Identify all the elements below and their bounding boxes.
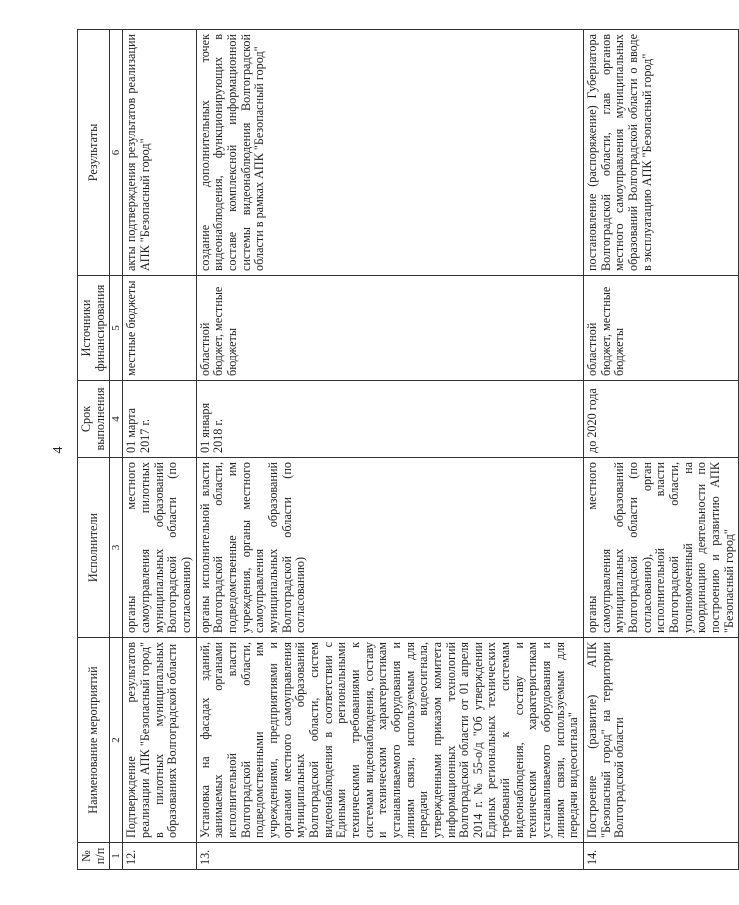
row-number: 14. — [584, 843, 739, 870]
header-funding: Источники финансирования — [78, 276, 110, 381]
column-number: 1 — [110, 843, 123, 870]
column-number: 3 — [110, 458, 123, 638]
measure-name: Построение (развитие) АПК "Безопасный город" на территории Волгоградской области — [584, 638, 739, 843]
column-number: 6 — [110, 30, 123, 276]
measure-result: создание дополнительных точек видеонаблюдения, функционирующих в составе комплексной информационной системы видеонаблюдения Волгоградской области в рамках АПК "Безопасный город" — [196, 30, 583, 276]
column-number-row — [110, 30, 123, 870]
header-num: № п/п — [78, 843, 110, 870]
column-number: 4 — [110, 381, 123, 458]
measure-deadline: 01 марта 2017 г. — [123, 381, 196, 458]
measure-funding: областной бюджет, местные бюджеты — [584, 276, 739, 381]
table-row — [196, 30, 583, 870]
header-result: Результаты — [78, 30, 110, 276]
measure-funding: областной бюджет, местные бюджеты — [196, 276, 583, 381]
measure-deadline: 01 января 2018 г. — [196, 381, 583, 458]
column-number: 5 — [110, 276, 123, 381]
measure-deadline: до 2020 года — [584, 381, 739, 458]
document-page — [51, 30, 736, 870]
table-row — [584, 30, 739, 870]
row-number: 12. — [123, 843, 196, 870]
row-number: 13. — [196, 843, 583, 870]
measure-result: постановление (распоряжение) Губернатора Волгоградской области, глав органов местного самоуправления муниципальных образований Волгоградской области о вводе в эксплуатацию АПК "Безопасный город" — [584, 30, 739, 276]
header-executors: Исполнители — [78, 458, 110, 638]
header-row — [78, 30, 110, 870]
page-number: 4 — [51, 446, 66, 454]
measure-executors: органы местного самоуправления пилотных муниципальных образований Волгоградской области (по согласованию) — [123, 458, 196, 638]
measure-funding: местные бюджеты — [123, 276, 196, 381]
measure-name: Подтверждение результатов реализации АПК "Безопасный город" в пилотных муниципальных образованиях Волгоградской области — [123, 638, 196, 843]
measure-executors: органы исполнительной власти Волгоградской области, подведомственные им учреждения, органы местного самоуправления муниципальных образований Волгоградской области (по согласованию) — [196, 458, 583, 638]
measures-table — [77, 29, 739, 870]
measure-executors: органы местного самоуправления муниципальных образований Волгоградской области (по согласованию), орган исполнительной власти Волгоградской области, уполномоченный на координацию деятельности по построению и развитию АПК "Безопасный город" — [584, 458, 739, 638]
table-row — [123, 30, 196, 870]
measure-result: акты подтверждения результатов реализации АПК "Безопасный город" — [123, 30, 196, 276]
header-name: Наименование мероприятий — [78, 638, 110, 843]
column-number: 2 — [110, 638, 123, 843]
measure-name: Установка на фасадах зданий, занимаемых органами исполнительной власти Волгоградской области, подведомственными им учреждениями, предприятиями и органами местного самоуправления муниципальных образований Волгоградской области, систем видеонаблюдения в соответствии с Едиными региональными техническими требованиями к системам видеонаблюдения, составу и техническим характеристикам устанавливаемого оборудования и линиям связи, используемым для передачи видеосигнала, утвержденными приказом комитета информационных технологий Волгоградской области от 01 апреля 2014 г. № 55-о/д "Об утверждении Единых региональных технических требований к системам видеонаблюдения, составу и техническим характеристикам устанавливаемого оборудования и линиям связи, используемым для передачи видеосигнала" — [196, 638, 583, 843]
header-deadline: Срок выполнения — [78, 381, 110, 458]
